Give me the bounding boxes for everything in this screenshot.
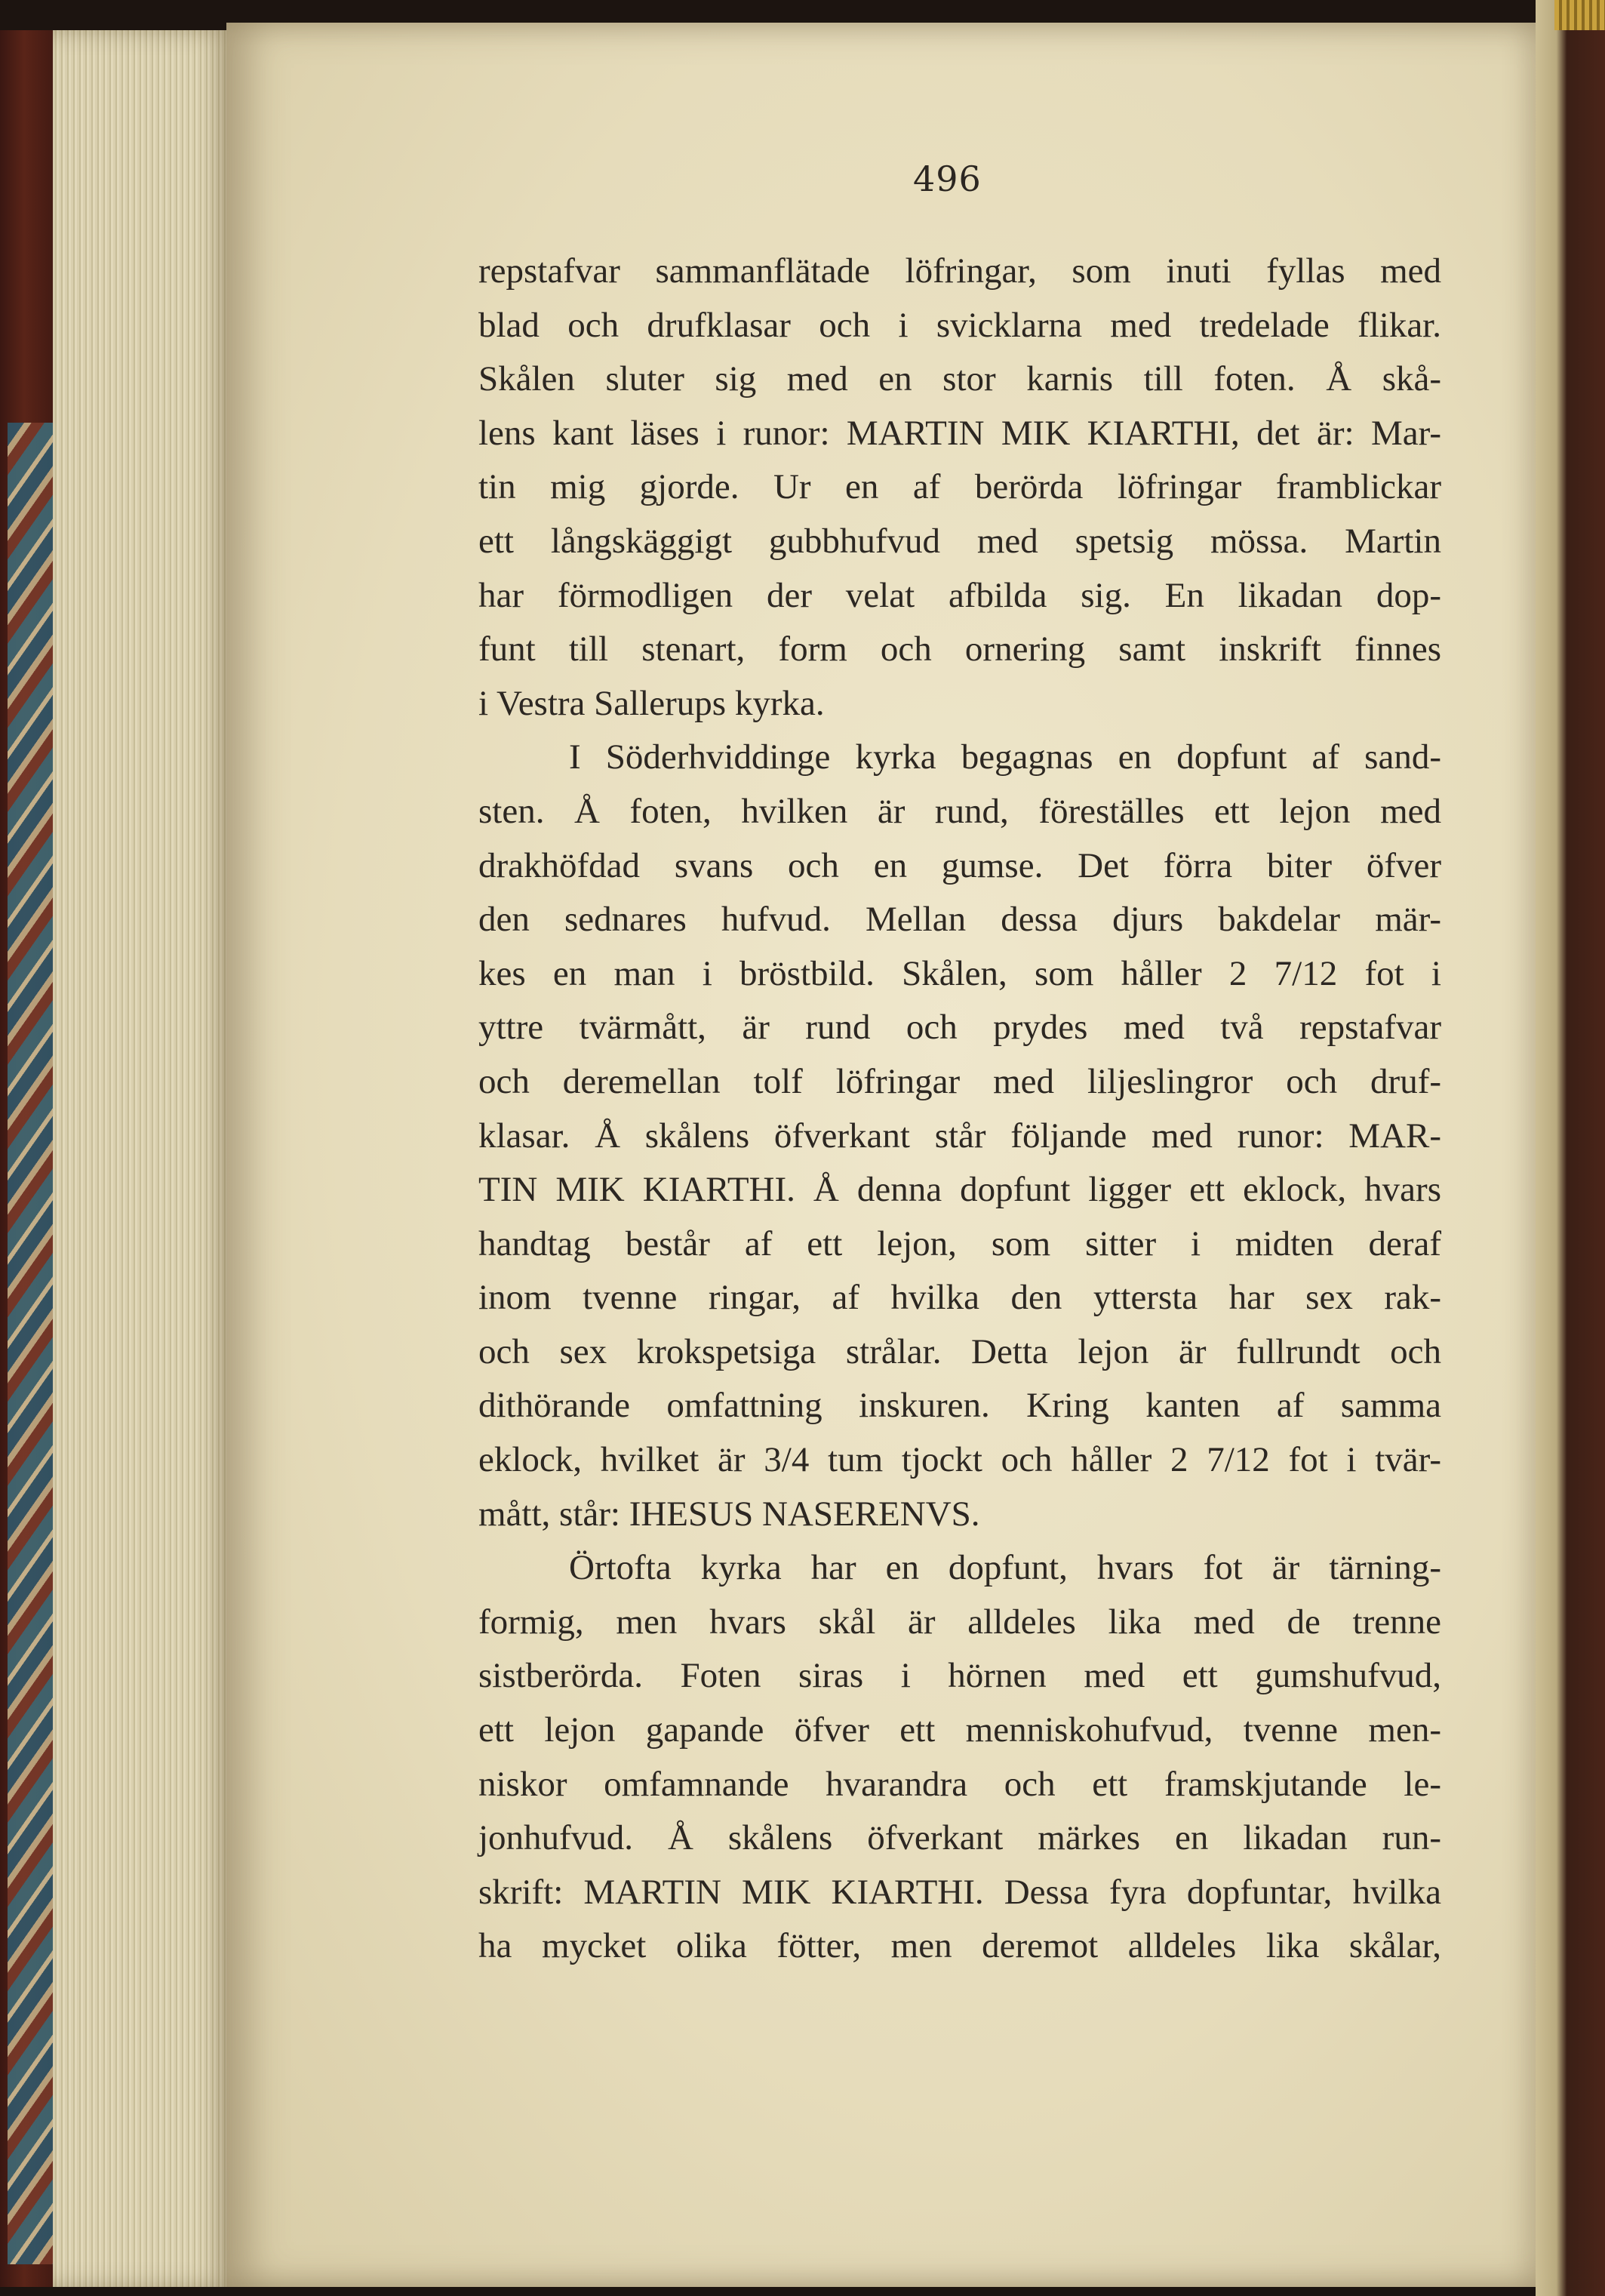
text-line: formig, men hvars skål är alldeles lika med de trenne [478,1602,1441,1642]
text-line: kes en man i bröstbild. Skålen, som håller 2 7/12 fot i [478,953,1441,993]
text-line: ett långskäggigt gubbhufvud med spetsig mössa. Martin [478,521,1441,561]
text-line: mått, står: IHESUS NASERENVS. [478,1494,980,1534]
text-line: den sednares hufvud. Mellan dessa djurs bakdelar mär- [478,900,1441,940]
text-line: I Söderhviddinge kyrka begagnas en dopfunt af sand- [569,737,1441,777]
page-stack-edge [53,30,234,2287]
text-line: niskor omfamnande hvarandra och ett framskjutande le- [478,1764,1441,1804]
gilt-spine-decoration [1554,0,1605,30]
text-line: i Vestra Sallerups kyrka. [478,683,825,723]
text-line: ha mycket olika fötter, men deremot alldeles lika skålar, [478,1926,1441,1966]
text-line: inom tvenne ringar, af hvilka den yttersta har sex rak- [478,1278,1441,1318]
text-line: och sex krokspetsiga strålar. Detta lejon är fullrundt och [478,1331,1441,1371]
body-text [478,245,1441,1974]
text-line: TIN MIK KIARTHI. Å denna dopfunt ligger ett eklock, hvars [478,1170,1441,1210]
text-line: repstafvar sammanflätade löfringar, som inuti fyllas med [478,251,1441,291]
text-line: lens kant läses i runor: MARTIN MIK KIARTHI, det är: Mar- [478,413,1441,453]
text-line: har förmodligen der velat afbilda sig. En likadan dop- [478,575,1441,615]
book-right-edge [1536,0,1605,2296]
text-line: jonhufvud. Å skålens öfverkant märkes en likadan run- [478,1818,1441,1858]
text-line: Örtofta kyrka har en dopfunt, hvars fot är tärning- [569,1548,1441,1588]
marbled-cover-edge [8,423,53,2264]
text-line: skrift: MARTIN MIK KIARTHI. Dessa fyra dopfuntar, hvilka [478,1872,1441,1912]
text-line: Skålen sluter sig med en stor karnis till foten. Å skå- [478,359,1441,399]
text-line: handtag består af ett lejon, som sitter i midten deraf [478,1223,1441,1263]
text-line: drakhöfdad svans och en gumse. Det förra biter öfver [478,845,1441,885]
text-line: funt till stenart, form och ornering samt inskrift finnes [478,629,1441,669]
text-line: och deremellan tolf löfringar med liljeslingror och druf- [478,1061,1441,1101]
text-line: blad och drufklasar och i svicklarna med tredelade flikar. [478,305,1441,345]
text-line: eklock, hvilket är 3/4 tum tjockt och håller 2 7/12 fot i tvär- [478,1440,1441,1480]
text-line: dithörande omfattning inskuren. Kring kanten af samma [478,1386,1441,1426]
page-number: 496 [913,159,982,199]
text-line: klasar. Å skålens öfverkant står följande med runor: MAR- [478,1116,1441,1156]
text-line: tin mig gjorde. Ur en af berörda löfringar framblickar [478,467,1441,507]
text-line: ett lejon gapande öfver ett menniskohufvud, tvenne men- [478,1710,1441,1750]
text-line: yttre tvärmått, är rund och prydes med två repstafvar [478,1008,1441,1048]
text-line: sten. Å foten, hvilken är rund, föreställes ett lejon med [478,791,1441,831]
text-line: sistberörda. Foten siras i hörnen med ett gumshufvud, [478,1656,1441,1696]
